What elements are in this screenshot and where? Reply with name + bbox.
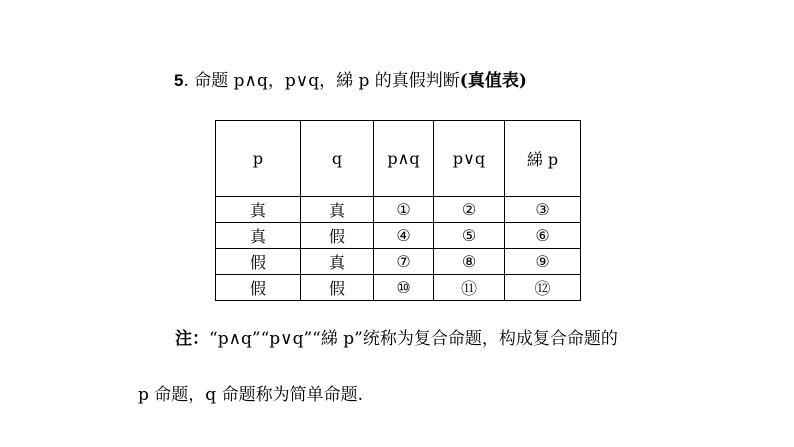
table-row (216, 275, 581, 301)
table-row (216, 197, 581, 223)
cell-q: 真 (301, 249, 374, 275)
header-p-or-q: p∨q (434, 121, 505, 197)
cell-not-p: ⑨ (505, 249, 581, 275)
cell-p-and-q: ① (374, 197, 434, 223)
cell-p-and-q: ⑩ (374, 275, 434, 301)
cell-not-p: ⑫ (505, 275, 581, 301)
cell-p: 假 (216, 275, 301, 301)
cell-not-p: ⑥ (505, 223, 581, 249)
cell-q: 假 (301, 275, 374, 301)
section-heading (174, 66, 527, 91)
cell-p-or-q: ⑤ (434, 223, 505, 249)
table-row (216, 249, 581, 275)
section-title: . 命题 p∧q，p∨q，綈 p 的真假判断 (183, 71, 460, 91)
note-line-2: p 命题，q 命题称为简单命题. (138, 385, 363, 405)
cell-not-p: ③ (505, 197, 581, 223)
cell-p: 真 (216, 223, 301, 249)
cell-p-and-q: ④ (374, 223, 434, 249)
section-number: 5 (174, 71, 184, 90)
header-p: p (216, 121, 301, 197)
header-q: q (301, 121, 374, 197)
cell-q: 假 (301, 223, 374, 249)
truth-table (215, 120, 581, 301)
note-line-1 (175, 324, 618, 349)
truth-table-header-row (216, 121, 581, 197)
cell-p-or-q: ⑪ (434, 275, 505, 301)
cell-p-or-q: ⑧ (434, 249, 505, 275)
cell-p-and-q: ⑦ (374, 249, 434, 275)
note-text-1: “p∧q”“p∨q”“綈 p”统称为复合命题，构成复合命题的 (209, 329, 618, 349)
cell-p-or-q: ② (434, 197, 505, 223)
header-not-p: 綈 p (505, 121, 581, 197)
cell-p: 假 (216, 249, 301, 275)
table-row (216, 223, 581, 249)
cell-q: 真 (301, 197, 374, 223)
note-label: 注： (175, 329, 209, 349)
header-p-and-q: p∧q (374, 121, 434, 197)
cell-p: 真 (216, 197, 301, 223)
section-subtitle: (真值表) (459, 71, 527, 91)
